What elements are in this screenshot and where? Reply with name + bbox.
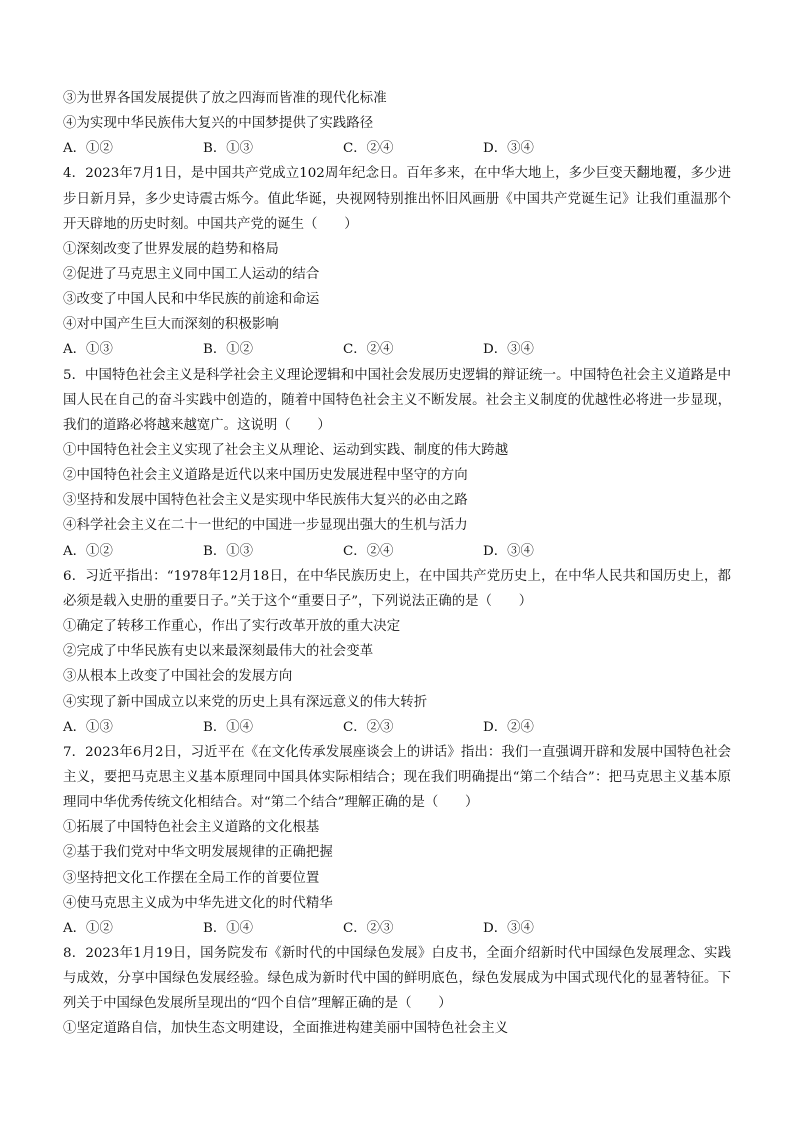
answer-options <box>63 337 731 362</box>
option-b: B．①④ <box>203 719 254 735</box>
option-b: B．①④ <box>203 920 254 936</box>
choice-item: ③坚持和发展中国特色社会主义是实现中华民族伟大复兴的必由之路 <box>63 493 468 509</box>
option-d: D．②④ <box>483 719 534 735</box>
choice-item: ②基于我们党对中华文明发展规律的正确把握 <box>63 845 333 861</box>
option-d: D．③④ <box>483 141 534 157</box>
option-a: A．①② <box>63 920 113 936</box>
choice-item: ①中国特色社会主义实现了社会主义从理论、运动到实践、制度的伟大跨越 <box>63 443 509 459</box>
choice-item: ③从根本上改变了中国社会的发展方向 <box>63 669 293 685</box>
exam-page <box>63 86 731 1042</box>
question-stem: 6．习近平指出：“1978年12月18日，在中华民族历史上，在中国共产党历史上，在中华人民共和国历史上，都必须是载入史册的重要日子。”关于这个“重要日子”，下列说法正确的是（ ） <box>63 568 731 609</box>
question-stem: 5．中国特色社会主义是科学社会主义理论逻辑和中国社会发展历史逻辑的辩证统一。中国特色社会主义道路是中国人民在自己的奋斗实践中创造的，随着中国特色社会主义不断发展。社会主义制度的优越性必将进一步显现，我们的道路必将越来越宽广。这说明（ ） <box>63 367 731 433</box>
option-b: B．①② <box>203 342 254 358</box>
choice-item: ④科学社会主义在二十一世纪的中国进一步显现出强大的生机与活力 <box>63 518 468 534</box>
option-c: C．②④ <box>343 543 394 559</box>
choice-item: ②完成了中华民族有史以来最深刻最伟大的社会变革 <box>63 644 374 660</box>
question-stem: 7．2023年6月2日，习近平在《在文化传承发展座谈会上的讲话》指出：我们一直强调开辟和发展中国特色社会主义，要把马克思主义基本原理同中国具体实际相结合；现在我们明确提出“第二个结合”：把马克思主义基本原理同中华优秀传统文化相结合。对“第二个结合”理解正确的是（ ） <box>63 744 731 811</box>
choice-item: ④实现了新中国成立以来党的历史上具有深远意义的伟大转折 <box>63 694 428 710</box>
option-c: C．②③ <box>343 719 394 735</box>
option-c: C．②④ <box>343 141 394 157</box>
question-4 <box>63 161 731 362</box>
option-a: A．①② <box>63 141 113 157</box>
choice-item: ①拓展了中国特色社会主义道路的文化根基 <box>63 820 320 836</box>
option-c: C．②④ <box>343 342 394 358</box>
answer-options <box>63 136 731 161</box>
question-7 <box>63 740 731 941</box>
question-continued <box>63 86 731 161</box>
option-a: A．①③ <box>63 719 113 735</box>
choice-item: ④对中国产生巨大而深刻的积极影响 <box>63 317 279 333</box>
choice-item: ④为实现中华民族伟大复兴的中国梦提供了实践路径 <box>63 116 374 132</box>
question-stem: 4．2023年7月1日，是中国共产党成立102周年纪念日。百年多来，在中华大地上，多少巨变天翻地覆，多少进步日新月异，多少史诗震古烁今。值此华诞，央视网特别推出怀旧风画册《中国共产党诞生记》让我们重温那个开天辟地的历史时刻。中国共产党的诞生（ ） <box>63 166 731 232</box>
choice-item: ③为世界各国发展提供了放之四海而皆准的现代化标准 <box>63 91 387 106</box>
choice-item: ④使马克思主义成为中华先进文化的时代精华 <box>63 895 333 911</box>
question-6 <box>63 564 731 740</box>
choice-item: ③坚持把文化工作摆在全局工作的首要位置 <box>63 870 320 886</box>
question-8 <box>63 941 731 1042</box>
question-stem: 8．2023年1月19日，国务院发布《新时代的中国绿色发展》白皮书，全面介绍新时代中国绿色发展理念、实践与成效，分享中国绿色发展经验。绿色成为新时代中国的鲜明底色，绿色发展成为中国式现代化的显著特征。下列关于中国绿色发展所呈现出的“四个自信”理解正确的是（ ） <box>63 945 731 1012</box>
answer-options <box>63 715 731 740</box>
choice-item: ①深刻改变了世界发展的趋势和格局 <box>63 241 279 257</box>
option-d: D．③④ <box>483 543 534 559</box>
option-b: B．①③ <box>203 141 254 157</box>
option-d: D．③④ <box>483 342 534 358</box>
option-d: D．③④ <box>483 920 534 936</box>
answer-options <box>63 539 731 564</box>
choice-item: ①坚定道路自信，加快生态文明建设，全面推进构建美丽中国特色社会主义 <box>63 1021 509 1037</box>
choice-item: ①确定了转移工作重心，作出了实行改革开放的重大决定 <box>63 619 401 635</box>
option-c: C．②③ <box>343 920 394 936</box>
answer-options <box>63 916 731 941</box>
option-b: B．①③ <box>203 543 254 559</box>
option-a: A．①② <box>63 543 113 559</box>
choice-item: ②中国特色社会主义道路是近代以来中国历史发展进程中坚守的方向 <box>63 468 468 484</box>
choice-item: ②促进了马克思主义同中国工人运动的结合 <box>63 267 320 283</box>
choice-item: ③改变了中国人民和中华民族的前途和命运 <box>63 292 320 308</box>
option-a: A．①③ <box>63 342 113 358</box>
question-5 <box>63 363 731 564</box>
